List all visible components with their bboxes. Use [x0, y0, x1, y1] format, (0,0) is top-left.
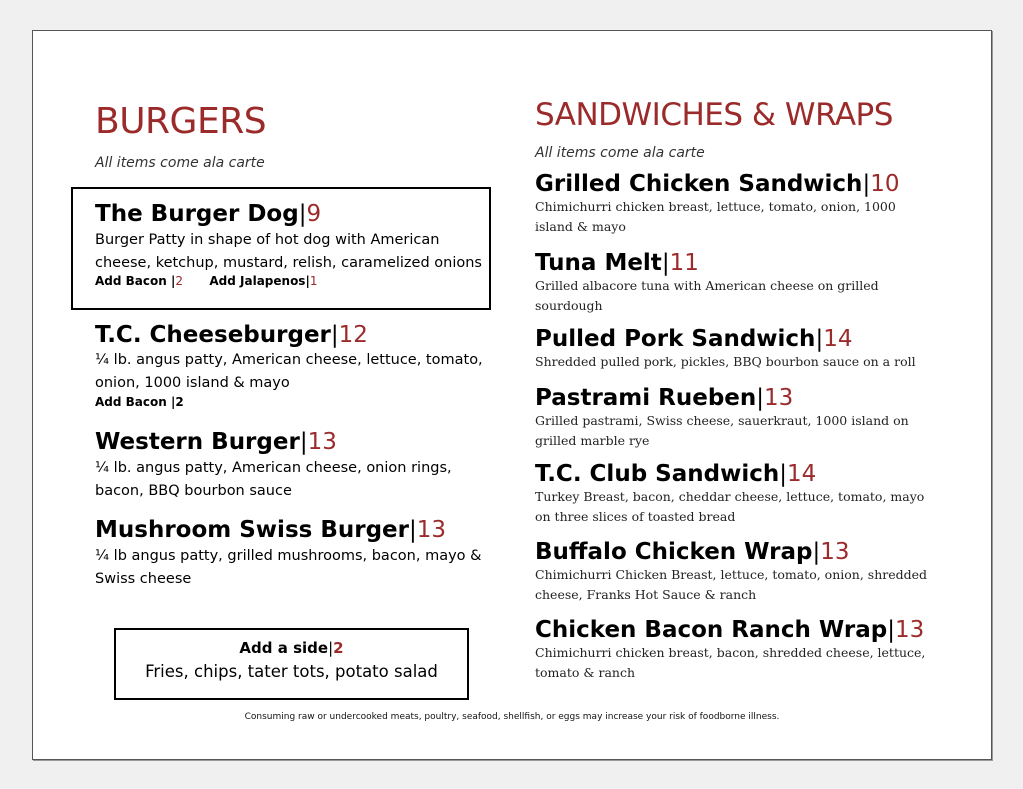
item-description: Burger Patty in shape of hot dog with American cheese, ketchup, mustard, relish, caramelized onions [95, 232, 482, 271]
menu-item-tuna-melt [535, 250, 935, 315]
item-name: Mushroom Swiss Burger [95, 517, 409, 543]
item-name: The Burger Dog [95, 201, 299, 227]
item-addons [95, 395, 490, 409]
item-title [95, 429, 490, 455]
addon-label: Add Bacon | [95, 395, 176, 409]
add-side-box [114, 628, 469, 700]
side-heading [116, 639, 467, 657]
food-safety-disclaimer: Consuming raw or undercooked meats, poultry, seafood, shellfish, or eggs may increase your risk of foodborne illness. [244, 712, 780, 722]
item-description: ¼ lb. angus patty, American cheese, onion rings, bacon, BBQ bourbon sauce [95, 460, 452, 499]
side-price: 2 [333, 639, 344, 657]
burgers-title: BURGERS [95, 101, 267, 142]
pipe: | [862, 171, 871, 197]
pipe: | [298, 201, 307, 227]
item-name: Western Burger [95, 429, 300, 455]
item-title [535, 385, 935, 411]
item-name: Grilled Chicken Sandwich [535, 171, 863, 197]
item-price: 13 [764, 385, 794, 411]
menu-item-tc-cheeseburger [95, 322, 490, 409]
item-price: 13 [820, 539, 850, 565]
item-price: 12 [338, 322, 368, 348]
sandwiches-subtitle: All items come ala carte [535, 145, 705, 161]
item-title [535, 461, 935, 487]
pipe: | [756, 385, 765, 411]
menu-item-mushroom-swiss [95, 517, 490, 591]
item-name: Pastrami Rueben [535, 385, 757, 411]
menu-item-western-burger [95, 429, 490, 503]
pipe: | [299, 429, 308, 455]
sandwiches-title: SANDWICHES & WRAPS [535, 97, 893, 133]
menu-item-pastrami-rueben [535, 385, 935, 450]
item-price: 11 [669, 250, 699, 276]
item-title [95, 322, 490, 348]
item-description: ¼ lb. angus patty, American cheese, lettuce, tomato, onion, 1000 island & mayo [95, 352, 483, 391]
addon-price: 2 [175, 274, 183, 288]
item-description: Chimichurri Chicken Breast, lettuce, tomato, onion, shredded cheese, Franks Hot Sauce & ranch [535, 567, 928, 602]
addon-price: 2 [175, 395, 184, 409]
addon-price: 1 [309, 274, 318, 288]
menu-item-burger-dog [95, 201, 490, 288]
item-addons [95, 274, 490, 288]
item-name: Chicken Bacon Ranch Wrap [535, 617, 888, 643]
pipe: | [812, 539, 821, 565]
item-title [535, 617, 935, 643]
menu-item-chicken-bacon-ranch [535, 617, 935, 682]
item-description: Shredded pulled pork, pickles, BBQ bourbon sauce on a roll [535, 354, 916, 369]
item-description: Grilled pastrami, Swiss cheese, sauerkraut, 1000 island on grilled marble rye [535, 413, 909, 448]
item-description: ¼ lb angus patty, grilled mushrooms, bacon, mayo & Swiss cheese [95, 548, 482, 587]
item-name: T.C. Cheeseburger [95, 322, 331, 348]
burgers-subtitle: All items come ala carte [95, 155, 265, 171]
pipe: | [815, 326, 824, 352]
item-price: 13 [894, 617, 925, 643]
item-name: Tuna Melt [535, 250, 662, 276]
item-title [95, 201, 490, 227]
side-options: Fries, chips, tater tots, potato salad [145, 662, 438, 681]
item-price: 14 [786, 461, 817, 487]
pipe: | [779, 461, 787, 487]
pipe: | [330, 322, 339, 348]
item-description: Grilled albacore tuna with American cheese on grilled sourdough [535, 278, 879, 313]
item-title [535, 250, 935, 276]
item-price: 10 [870, 171, 900, 197]
pipe: | [887, 617, 895, 643]
item-description: Chimichurri chicken breast, lettuce, tomato, onion, 1000 island & mayo [535, 199, 896, 234]
item-price: 13 [307, 429, 337, 455]
menu-item-buffalo-wrap [535, 539, 935, 604]
pipe: | [328, 639, 334, 657]
item-title [95, 517, 490, 543]
item-name: Pulled Pork Sandwich [535, 326, 816, 352]
item-price: 9 [306, 201, 322, 227]
pipe: | [408, 517, 417, 543]
item-name: Buffalo Chicken Wrap [535, 539, 813, 565]
item-title [535, 171, 935, 197]
menu-page [32, 30, 992, 760]
side-label: Add a side [239, 639, 329, 657]
menu-item-pulled-pork [535, 326, 935, 372]
menu-item-tc-club [535, 461, 935, 526]
item-description: Turkey Breast, bacon, cheddar cheese, lettuce, tomato, mayo on three slices of toasted bread [535, 489, 925, 524]
item-title [535, 539, 935, 565]
addon-label: Add Bacon | [95, 274, 176, 288]
item-description: Chimichurri chicken breast, bacon, shredded cheese, lettuce, tomato & ranch [535, 645, 926, 680]
item-name: T.C. Club Sandwich [535, 461, 780, 487]
item-price: 14 [823, 326, 853, 352]
item-price: 13 [416, 517, 447, 543]
menu-item-grilled-chicken [535, 171, 935, 236]
addon-label: Add Jalapenos| [209, 274, 310, 288]
item-title [535, 326, 935, 352]
pipe: | [661, 250, 670, 276]
